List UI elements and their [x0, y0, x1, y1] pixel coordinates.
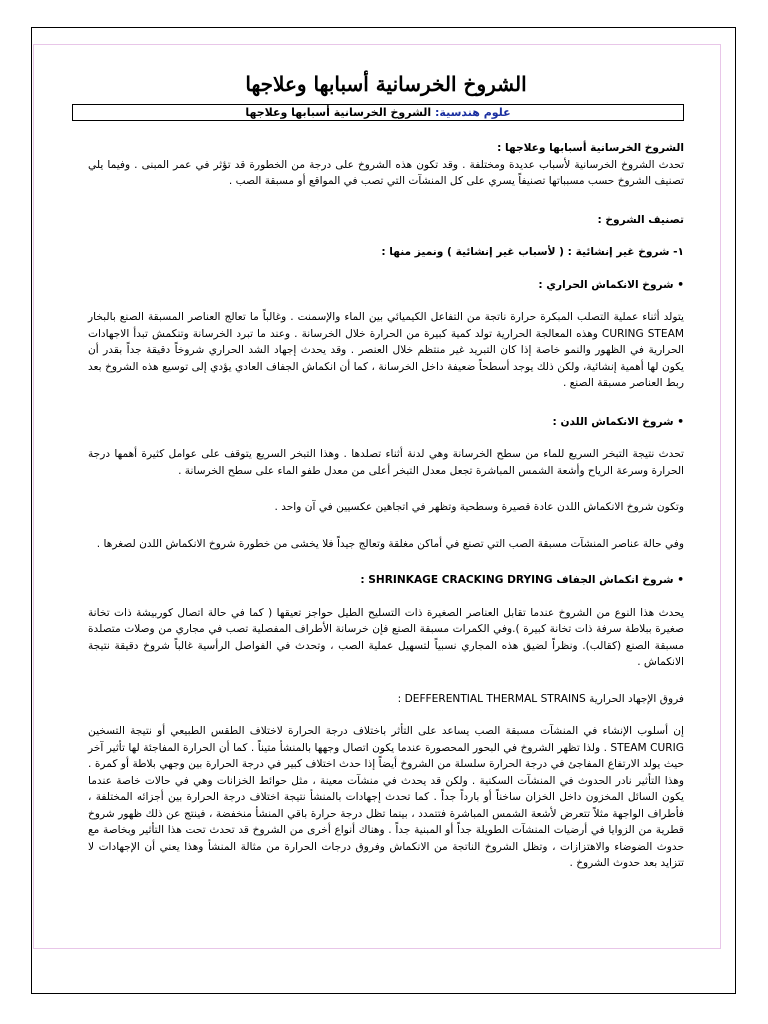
page-title: الشروخ الخرسانية أسبابها وعلاجها	[245, 72, 527, 96]
breadcrumb-article[interactable]: الشروخ الخرسانية أسبابها وعلاجها	[245, 106, 432, 119]
thermal-shrinkage-paragraph: يتولد أثناء عملية التصلب المبكرة حرارة ناتجة من التفاعل الكيميائي بين الماء والإسمنت . وغالباً ما تعالج العناصر المسبقة الصنع بالبخار CURING STEAM وهذه المعالجة الحرارية تولد كمية كبيرة من الحرارة خلال الخرسانة . وعند ما تبرد الخرسانة وتنكمش تبدأ الاجهادات الحرارية في الظهور والنمو خاصة إذا كان التبريد غير منتظم خلال العنصر . وقد يحدث إجهاد الشد الحراري شروخاً دقيقة جداً بقدر أن يكون لها أهمية إنشائية، ولكن ذلك يوجد أسطحاً ضعيفة داخل الخرسانة ، كما أن انكماش الجفاف العادي يؤدي إلى توسيع هذه الشروخ بعد ربط العناصر مسبقة الصنع .	[88, 311, 684, 389]
intro-heading: الشروخ الخرسانية أسبابها وعلاجها :	[497, 142, 684, 154]
nonstructural-heading: ١- شروخ غير إنشائية : ( لأسباب غير إنشائية ) ونميز منها :	[381, 246, 684, 258]
article-body	[88, 140, 684, 886]
plastic-shrinkage-heading: • شروخ الانكماش اللدن :	[552, 415, 684, 428]
breadcrumb-separator: :	[435, 106, 440, 119]
thermal-shrinkage-heading: • شروخ الانكماش الحراري :	[538, 278, 684, 291]
breadcrumb	[72, 104, 684, 121]
differential-thermal-paragraph: إن أسلوب الإنشاء في المنشآت مسبقة الصب يساعد على التأثر باختلاف درجة الحرارة لاختلاف الطقس الطبيعي أو نتيجة التسخين STEAM CURIG . ولذا تظهر الشروخ في البحور المحصورة عندما يكون اتصال وجهها بالمنشأ متيناً . كما أن الحرارة المفاجئة لها تأثير آخر حيث يولد الارتفاع المفاجئ في درجة الحرارة سلسلة من الشروخ أيضاً إذا حدث اختلاف كبير في درجة الحرارة بين وجهي بلاطة أو كمرة . وهذا التأثير نادر الحدوث في المنشآت السكنية . ولكن قد يحدث في منشآت معينة ، مثل حوائط الخزانات وهي في حالات خاصة عندما يكون السائل المخزون داخل الخزان ساخناً أو بارداً جداً . كما تحدث إجهادات بالمنشأ نتيجة اختلاف درجة الحرارة بين أجزائه المختلفة ، فأطراف الواجهة مثلاً تتعرض لأشعة الشمس المباشرة فتتمدد ، بينما تظل درجة حرارة باقي المنشأ منخفضة ، فينتج عن ذلك ظهور شروخ قطرية من الزوايا في أرضيات المنشآت الطويلة جداً أو المبنية جداً . وهناك أنواع أخرى من الشروخ قد تحدث تحت هذا التأثير وبخاصة مع حدوث الضوضاء والاهتزازات ، وتظل الشروخ الناتجة من الانكماش وفروق درجات الحرارة من مثالة المنشأ وهذا يعني أن الإجهادات لا تتزايد بعد حدوث الشروخ .	[88, 725, 684, 869]
intro-paragraph: تحدث الشروخ الخرسانية لأسباب عديدة ومختلفة . وقد تكون هذه الشروخ على درجة من الخطورة قد تؤثر في عمر المبنى . وفيما يلي تصنيف الشروخ حسب مسبباتها تصنيفاً يسري على كل المنشآت التي تصب في المواقع أو مسبقة الصب .	[88, 158, 684, 187]
plastic-shrinkage-paragraph-2: وتكون شروخ الانكماش اللدن عادة قصيرة وسطحية وتظهر في اتجاهين عكسيين في آن واحد .	[274, 501, 684, 513]
plastic-shrinkage-paragraph-1: تحدث نتيجة التبخر السريع للماء من سطح الخرسانة وهي لدنة أثناء تصلدها . وهذا التبخر السريع يتوقف على عوامل كثيرة أهمها درجة الحرارة وسرعة الرياح وأشعة الشمس المباشرة تجعل معدل التبخر أعلى من معدل طفو الماء على سطح الخرسانة .	[88, 448, 684, 477]
drying-shrinkage-heading: • شروخ انكماش الجفاف SHRINKAGE CRACKING DRYING :	[360, 574, 684, 586]
drying-shrinkage-paragraph: يحدث هذا النوع من الشروخ عندما تقابل العناصر الصغيرة ذات التسليح الطيل حواجز تعيقها ( كما في حالة اتصال كوربيشة ذات تخانة صغيرة ببلاطة سرفة ذات تخانة كبيرة ).وفي الكمرات مسبقة الصنع فإن خرسانة الأطراف المفصلية تصب في مجاري من وصلات متصلدة مسبقة الصنع (كقالب). ونظراً لضيق هذه المجاري نسبياً لتسهيل عملية الصب ، وتحدث في الفواصل الرأسية غالباً شروخ دقيقة نتيجة الانكماش .	[88, 606, 684, 668]
plastic-shrinkage-paragraph-3: وفي حالة عناصر المنشآت مسبقة الصب التي تصنع في أماكن مغلقة وتعالج جيداً فلا يخشى من خطورة شروخ الانكماش اللدن لصغرها .	[96, 537, 684, 550]
differential-thermal-heading: فروق الإجهاد الحرارية DEFFERENTIAL THERMAL STRAINS :	[397, 692, 684, 705]
breadcrumb-category[interactable]: علوم هندسية	[439, 106, 511, 119]
header-area	[88, 60, 684, 100]
classification-heading: تصنيف الشروخ :	[597, 213, 684, 226]
